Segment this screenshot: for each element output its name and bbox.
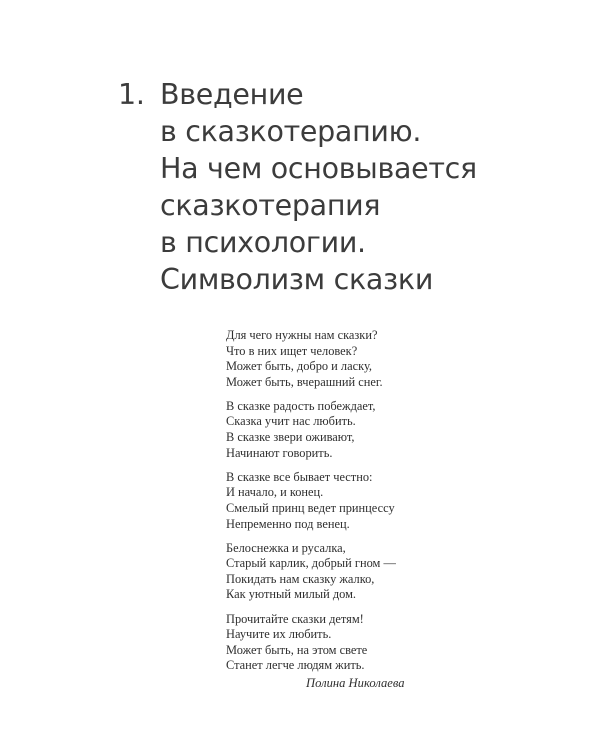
poem-line: В сказке все бывает честно: — [226, 469, 373, 484]
poem-author: Полина Николаева — [306, 676, 405, 690]
chapter-title-line: в сказкотерапию. — [160, 115, 422, 148]
chapter-title-line: Введение — [160, 78, 304, 111]
poem-line: Смелый принц ведет принцессу — [226, 500, 395, 515]
poem-stanza — [226, 399, 396, 461]
chapter-title-line: в психологии. — [160, 226, 366, 259]
poem-line: Сказка учит нас любить. — [226, 414, 356, 429]
poem-stanza — [226, 541, 396, 603]
poem-stanza — [226, 328, 396, 390]
poem-line: Старый карлик, добрый гном — — [226, 556, 396, 571]
poem-line: Белоснежка и русалка, — [226, 540, 346, 555]
poem-line: И начало, и конец. — [226, 485, 324, 500]
poem-line: Как уютный милый дом. — [226, 587, 357, 602]
poem-line: Начинают говорить. — [226, 445, 333, 460]
poem-line: Может быть, вчерашний снег. — [226, 374, 383, 389]
poem-line: Прочитайте сказки детям! — [226, 611, 364, 626]
chapter-title — [160, 76, 477, 298]
poem-line: Что в них ищет человек? — [226, 343, 358, 358]
chapter-title-line: Символизм сказки — [160, 263, 434, 296]
poem-line: Непременно под венец. — [226, 516, 350, 531]
poem-line: Может быть, добро и ласку, — [226, 359, 372, 374]
chapter-number: 1. — [118, 78, 145, 111]
poem-line: Может быть, на этом свете — [226, 642, 368, 657]
poem-line: Станет легче людям жить. — [226, 658, 365, 673]
poem-stanza — [226, 612, 396, 674]
poem-stanza — [226, 470, 396, 532]
poem-line: В сказке радость побеждает, — [226, 398, 376, 413]
epigraph-poem — [226, 328, 396, 682]
chapter-title-line: На чем основывается — [160, 152, 477, 185]
chapter-title-line: сказкотерапия — [160, 189, 381, 222]
poem-line: Покидать нам сказку жалко, — [226, 571, 375, 586]
poem-line: Научите их любить. — [226, 627, 332, 642]
poem-line: В сказке звери оживают, — [226, 430, 355, 445]
chapter-heading — [118, 76, 477, 298]
poem-line: Для чего нужны нам сказки? — [226, 328, 378, 342]
